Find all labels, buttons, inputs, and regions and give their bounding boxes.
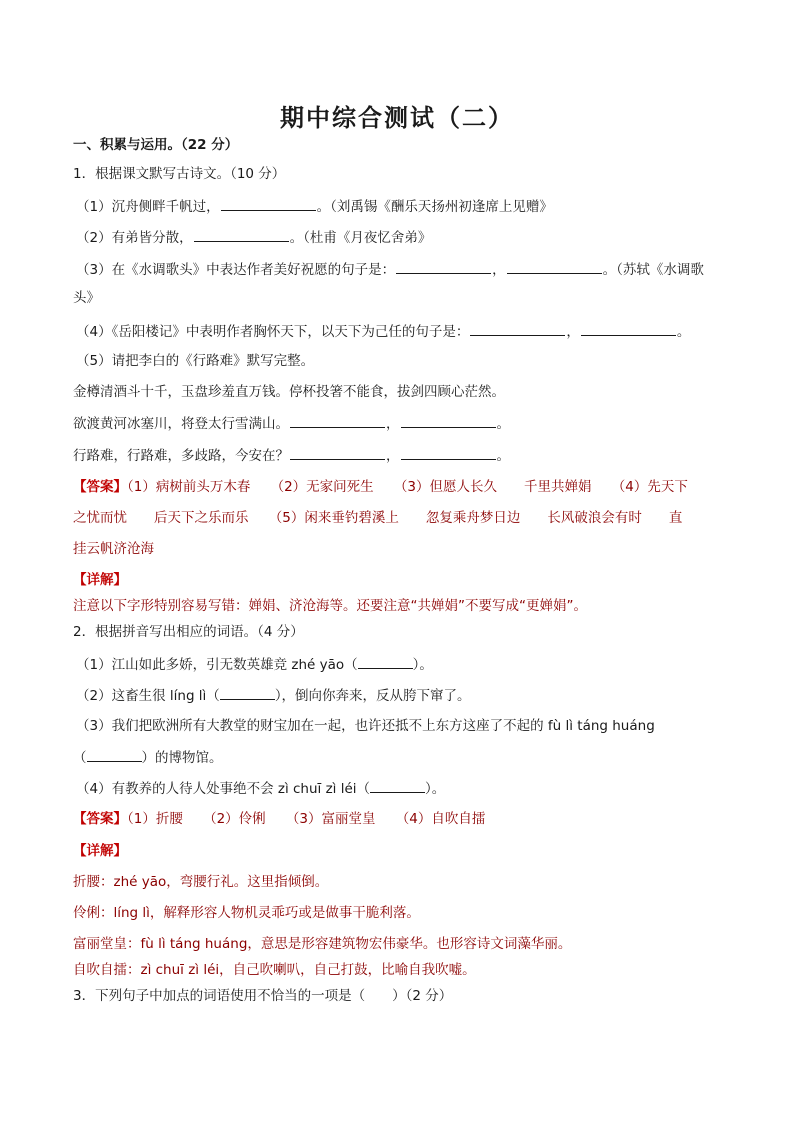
poem-line-3-end: 。	[496, 448, 510, 464]
answer-blank[interactable]	[358, 655, 413, 669]
poem-line-1: 金樽清酒斗十千，玉盘珍羞直万钱。停杯投箸不能食，拔剑四顾心茫然。	[73, 384, 505, 400]
answer-tag: 【答案】	[73, 811, 127, 827]
q2-sub2-end: ），倒向你奔来，反从胯下窜了。	[274, 688, 471, 704]
q2-detail-4: 自吹自擂：zì chuī zì léi，自己吹喇叭，自己打鼓，比喻自我吹嘘。	[73, 962, 476, 978]
q2-stem: 2．根据拼音写出相应的词语。（4 分）	[73, 624, 304, 640]
answer-blank[interactable]	[470, 322, 565, 336]
poem-line-3-text: 行路难，行路难，多歧路，今安在？	[73, 448, 289, 464]
q1-sub3	[76, 260, 704, 279]
answer-blank[interactable]	[221, 197, 316, 211]
answer-blank[interactable]	[396, 260, 491, 274]
q2-sub4-text: （4）有教养的人待人处事绝不会 zì chuī zì léi（	[76, 781, 371, 797]
answer-blank[interactable]	[401, 446, 496, 460]
q1-sub4-comma: ，	[566, 324, 580, 340]
answer-blank[interactable]	[581, 322, 676, 336]
answer-blank[interactable]	[290, 414, 385, 428]
q1-sub4	[76, 322, 690, 341]
answer-blank[interactable]	[87, 748, 142, 762]
poem-line-2-end: 。	[496, 416, 510, 432]
q2-sub3-end: ）的博物馆。	[141, 750, 223, 766]
q2-detail-3: 富丽堂皇：fù lì táng huáng，意思是形容建筑物宏伟豪华。也形容诗文词藻华丽。	[73, 936, 572, 952]
q1-sub3-text: （3）在《水调歌头》中表达作者美好祝愿的句子是：	[76, 262, 396, 278]
q1-sub3-comma: ，	[492, 262, 506, 278]
poem-line-3	[73, 446, 510, 465]
q1-answer-line-3: 挂云帆济沧海	[73, 541, 154, 557]
q1-detail-tag: 【详解】	[73, 572, 127, 588]
q1-sub2-source: 。（杜甫《月夜忆舍弟》	[289, 230, 432, 246]
poem-line-2	[73, 414, 510, 433]
q2-answer	[73, 810, 485, 828]
q2-sub1-end: ）。	[412, 657, 433, 673]
q1-sub3-source: 。（苏轼《水调歌	[602, 262, 704, 278]
q1-answer-line-2: 之忧而忧 后天下之乐而乐 （5）闲来垂钓碧溪上 忽复乘舟梦日边 长风破浪会有时 直	[73, 510, 683, 526]
q2-detail-tag: 【详解】	[73, 843, 127, 859]
answer-blank[interactable]	[507, 260, 602, 274]
q3-stem: 3．下列句子中加点的词语使用不恰当的一项是（ ）（2 分）	[73, 988, 453, 1004]
answer-blank[interactable]	[194, 228, 289, 242]
answer-blank[interactable]	[220, 686, 275, 700]
answer-blank[interactable]	[401, 414, 496, 428]
q2-sub1	[76, 655, 433, 674]
q2-sub3-continued	[73, 748, 223, 767]
q1-sub1-source: 。（刘禹锡《酬乐天扬州初逢席上见赠》	[316, 199, 553, 215]
poem-line-3-comma: ，	[386, 448, 400, 464]
q2-sub4-end: ）。	[425, 781, 446, 797]
q1-sub3-continued: 头》	[73, 290, 100, 306]
q1-sub5: （5）请把李白的《行路难》默写完整。	[76, 353, 315, 369]
q1-detail: 注意以下字形特别容易写错：婵娟、济沧海等。还要注意“共婵娟”不要写成“更婵娟”。	[73, 598, 587, 614]
q1-sub2-text: （2）有弟皆分散，	[76, 230, 193, 246]
q1-sub2	[76, 228, 431, 247]
answer-blank[interactable]	[370, 779, 425, 793]
q2-sub1-text: （1）江山如此多娇，引无数英雄竞 zhé yāo（	[76, 657, 358, 673]
q2-sub4	[76, 779, 445, 798]
q1-stem: 1．根据课文默写古诗文。（10 分）	[73, 166, 286, 182]
q1-sub1	[76, 197, 553, 216]
poem-line-2-comma: ，	[386, 416, 400, 432]
answer-tag: 【答案】	[73, 479, 127, 495]
q1-sub4-text: （4）《岳阳楼记》中表明作者胸怀天下，以天下为己任的句子是：	[76, 324, 470, 340]
q2-sub2	[76, 686, 471, 705]
document-title: 期中综合测试（二）	[280, 103, 514, 132]
q2-sub3-paren: （	[73, 750, 87, 766]
q1-sub1-text: （1）沉舟侧畔千帆过，	[76, 199, 220, 215]
section-heading: 一、积累与运用。（22 分）	[73, 137, 239, 153]
q1-answer-text: （1）病树前头万木春 （2）无家问死生 （3）但愿人长久 千里共婵娟 （4）先天下	[127, 479, 688, 495]
q2-sub3: （3）我们把欧洲所有大教堂的财宝加在一起，也许还抵不上东方这座了不起的 fù lì táng huáng	[76, 718, 655, 734]
q2-detail-2: 伶俐：líng lì，解释形容人物机灵乖巧或是做事干脆利落。	[73, 905, 420, 921]
q1-answer-line-1	[73, 478, 688, 496]
poem-line-2-text: 欲渡黄河冰塞川，将登太行雪满山。	[73, 416, 289, 432]
q2-sub2-text: （2）这畜生很 líng lì（	[76, 688, 220, 704]
q2-detail-1: 折腰：zhé yāo，弯腰行礼。这里指倾倒。	[73, 874, 329, 890]
q2-answer-text: （1）折腰 （2）伶俐 （3）富丽堂皇 （4）自吹自擂	[127, 811, 486, 827]
q1-sub4-end: 。	[676, 324, 691, 340]
answer-blank[interactable]	[290, 446, 385, 460]
